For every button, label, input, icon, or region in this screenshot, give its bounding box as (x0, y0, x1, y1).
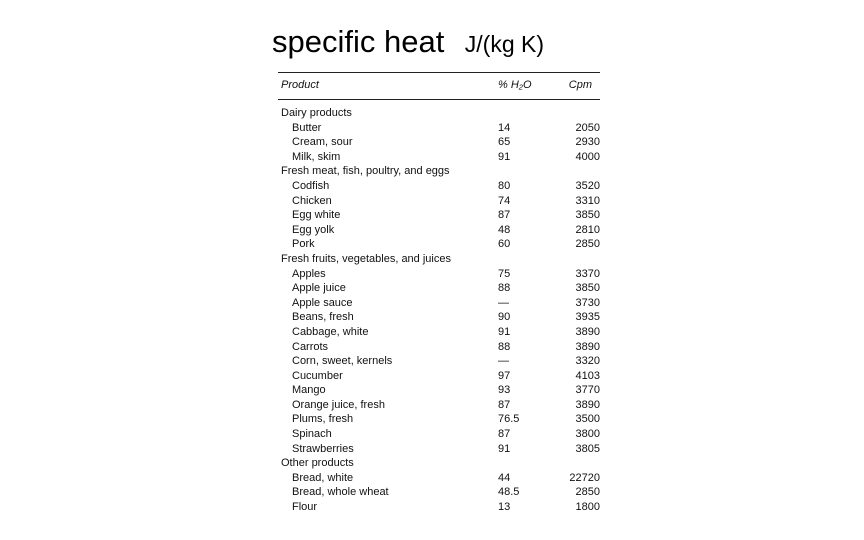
table-body (278, 106, 600, 515)
water-percent: 87 (498, 209, 511, 222)
product-name: Cabbage, white (292, 325, 369, 338)
specific-heat-value: 2930 (575, 136, 600, 149)
water-percent: 13 (498, 501, 511, 514)
water-percent: 93 (498, 384, 511, 397)
product-name: Flour (292, 501, 318, 514)
water-percent: 88 (498, 282, 511, 295)
specific-heat-value: 3890 (575, 398, 600, 411)
water-percent: 60 (498, 238, 511, 251)
specific-heat-value: 2850 (575, 238, 600, 251)
specific-heat-value: 3805 (575, 442, 600, 455)
title-text: specific heat (272, 24, 445, 59)
specific-heat-value: 3800 (575, 428, 600, 441)
product-name: Chicken (292, 194, 332, 207)
table-row (278, 412, 600, 427)
water-percent: 44 (498, 471, 511, 484)
specific-heat-value: 3770 (575, 384, 600, 397)
category-label: Dairy products (281, 107, 352, 119)
table-row (278, 208, 600, 223)
water-percent: 80 (498, 179, 511, 192)
table-row (278, 267, 600, 282)
table-row (278, 354, 600, 369)
table-row (278, 179, 600, 194)
product-name: Apple juice (292, 282, 346, 295)
table-header-rule (278, 99, 600, 100)
product-name: Beans, fresh (292, 311, 354, 324)
table-row (278, 471, 600, 486)
water-percent: 91 (498, 325, 511, 338)
product-name: Cucumber (292, 369, 343, 382)
table-category-row (278, 164, 600, 179)
slide-title (272, 26, 544, 57)
specific-heat-value: 4103 (575, 369, 600, 382)
water-percent: 65 (498, 136, 511, 149)
category-label: Fresh meat, fish, poultry, and eggs (281, 165, 450, 178)
specific-heat-value: 3850 (575, 209, 600, 222)
table-row (278, 442, 600, 457)
specific-heat-value: 3890 (575, 325, 600, 338)
table-row (278, 194, 600, 209)
product-name: Orange juice, fresh (292, 398, 385, 411)
product-name: Carrots (292, 340, 329, 353)
specific-heat-value: 3935 (575, 311, 600, 324)
product-name: Bread, white (292, 471, 354, 484)
water-percent: — (498, 355, 509, 368)
table-row (278, 369, 600, 384)
product-name: Cream, sour (292, 136, 353, 149)
water-percent: 48 (498, 223, 511, 236)
table-header-row (278, 79, 600, 93)
specific-heat-value: 3500 (575, 413, 600, 426)
water-percent: 97 (498, 369, 511, 382)
water-percent: 87 (498, 398, 511, 411)
specific-heat-value: 3850 (575, 282, 600, 295)
table-category-row (278, 106, 600, 121)
table-row (278, 485, 600, 500)
specific-heat-value: 3730 (575, 296, 600, 309)
header-cp: Cpm (568, 79, 592, 91)
specific-heat-value: 4000 (575, 150, 600, 163)
product-name: Apples (292, 267, 326, 280)
table-row (278, 500, 600, 515)
product-name: Milk, skim (292, 150, 341, 163)
product-name: Bread, whole wheat (292, 486, 389, 499)
product-name: Strawberries (292, 442, 354, 455)
table-row (278, 340, 600, 355)
specific-heat-value: 3320 (575, 355, 600, 368)
table-row (278, 237, 600, 252)
product-name: Corn, sweet, kernels (292, 355, 393, 368)
product-name: Egg white (292, 209, 341, 222)
water-percent: 74 (498, 194, 511, 207)
title-unit: J/(kg K) (464, 31, 545, 57)
table-category-row (278, 456, 600, 471)
specific-heat-value: 2810 (575, 223, 600, 236)
table-row (278, 383, 600, 398)
specific-heat-value: 3520 (575, 179, 600, 192)
water-percent: 91 (498, 150, 511, 163)
water-percent: 90 (498, 311, 511, 324)
water-percent: 14 (498, 121, 511, 134)
water-percent: 75 (498, 267, 511, 280)
water-percent: 87 (498, 428, 511, 441)
specific-heat-value: 2850 (575, 486, 600, 499)
product-name: Spinach (292, 428, 332, 441)
water-percent: 91 (498, 442, 511, 455)
specific-heat-value: 1800 (575, 501, 600, 514)
water-percent: 76.5 (498, 413, 520, 426)
product-name: Mango (292, 384, 326, 397)
product-name: Pork (292, 238, 315, 251)
table-category-row (278, 252, 600, 267)
table-row (278, 398, 600, 413)
water-percent: 88 (498, 340, 511, 353)
table-row (278, 325, 600, 340)
specific-heat-value: 3310 (575, 194, 600, 207)
table-row (278, 310, 600, 325)
table-row (278, 223, 600, 238)
table-row (278, 121, 600, 136)
table-top-rule (278, 72, 600, 73)
header-water: % H₂O (498, 79, 532, 91)
product-name: Apple sauce (292, 296, 353, 309)
table-row (278, 150, 600, 165)
table-row (278, 427, 600, 442)
table-row (278, 281, 600, 296)
table-row (278, 296, 600, 311)
category-label: Fresh fruits, vegetables, and juices (281, 252, 451, 265)
specific-heat-value: 3890 (575, 340, 600, 353)
specific-heat-value: 2050 (575, 121, 600, 134)
water-percent: — (498, 296, 509, 309)
specific-heat-table (278, 72, 600, 515)
category-label: Other products (281, 457, 354, 470)
product-name: Codfish (292, 179, 330, 192)
specific-heat-value: 3370 (575, 267, 600, 280)
specific-heat-value: 22720 (569, 471, 600, 484)
header-product: Product (281, 79, 319, 91)
product-name: Plums, fresh (292, 413, 354, 426)
product-name: Butter (292, 121, 322, 134)
water-percent: 48.5 (498, 486, 520, 499)
table-row (278, 135, 600, 150)
product-name: Egg yolk (292, 223, 335, 236)
